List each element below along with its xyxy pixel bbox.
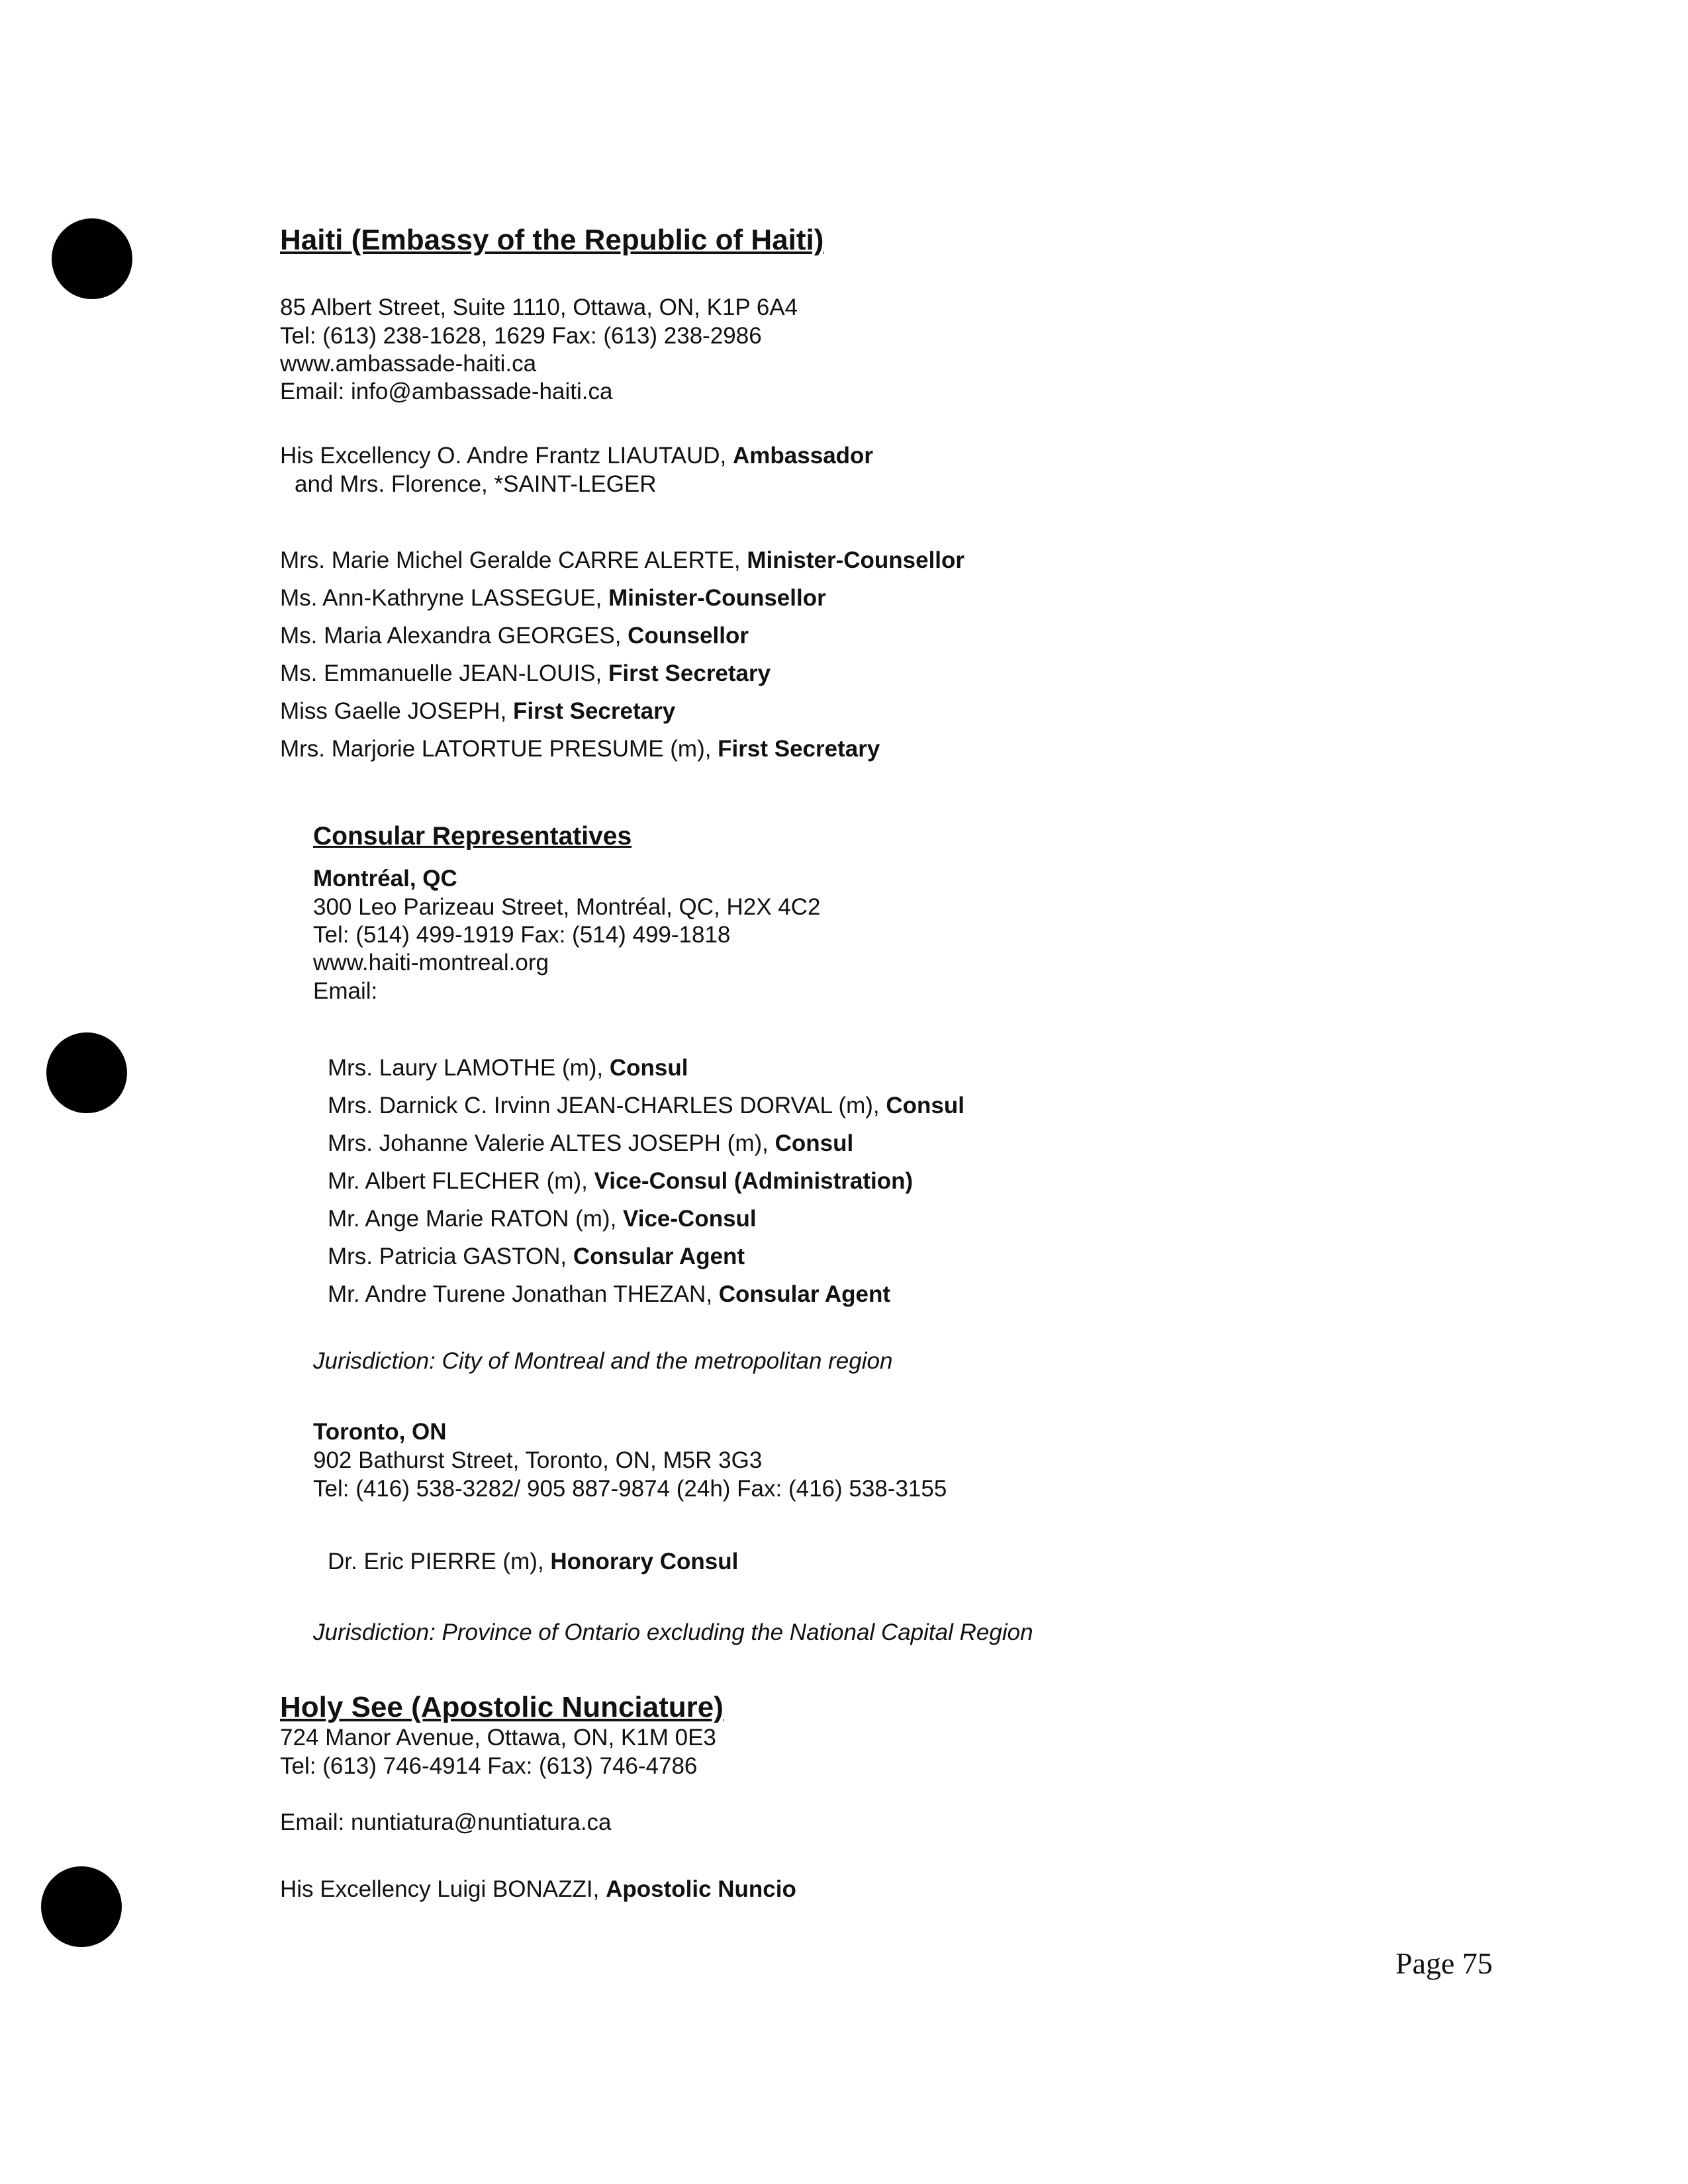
binder-hole-middle <box>46 1032 127 1113</box>
haiti-staff-list <box>280 541 964 768</box>
montreal-address: 300 Leo Parizeau Street, Montréal, QC, H2X 4C2 <box>313 894 821 920</box>
staff-member: Mrs. Marjorie LATORTUE PRESUME (m), First Secretary <box>280 736 880 762</box>
staff-member: Mrs. Johanne Valerie ALTES JOSEPH (m), Consul <box>328 1130 854 1156</box>
haiti-web: www.ambassade-haiti.ca <box>280 351 537 377</box>
consular-heading: Consular Representatives <box>313 822 632 850</box>
toronto-jurisdiction: Jurisdiction: Province of Ontario excluding the National Capital Region <box>313 1619 1033 1645</box>
holysee-email: Email: nuntiatura@nuntiatura.ca <box>280 1809 612 1835</box>
staff-member: Mrs. Darnick C. Irvinn JEAN-CHARLES DORVAL (m), Consul <box>328 1093 964 1118</box>
haiti-tel: Tel: (613) 238-1628, 1629 Fax: (613) 238-2986 <box>280 323 762 349</box>
staff-member: Mrs. Patricia GASTON, Consular Agent <box>328 1244 745 1269</box>
page-number: Page 75 <box>1395 1946 1493 1980</box>
toronto-staff-list <box>328 1543 738 1580</box>
staff-member: Mr. Ange Marie RATON (m), Vice-Consul <box>328 1206 757 1232</box>
holysee-address: 724 Manor Avenue, Ottawa, ON, K1M 0E3 <box>280 1725 716 1751</box>
staff-member: Dr. Eric PIERRE (m), Honorary Consul <box>328 1549 739 1574</box>
montreal-staff-list <box>328 1049 964 1313</box>
haiti-address: 85 Albert Street, Suite 1110, Ottawa, ON, K1P 6A4 <box>280 295 798 320</box>
staff-member: Ms. Ann-Kathryne LASSEGUE, Minister-Counsellor <box>280 585 826 611</box>
ambassador-name: His Excellency O. Andre Frantz LIAUTAUD, <box>280 443 733 469</box>
holysee-heading: Holy See (Apostolic Nunciature) <box>280 1691 724 1723</box>
montreal-web: www.haiti-montreal.org <box>313 950 549 976</box>
toronto-tel: Tel: (416) 538-3282/ 905 887-9874 (24h) Fax: (416) 538-3155 <box>313 1476 947 1502</box>
haiti-heading: Haiti (Embassy of the Republic of Haiti) <box>280 224 824 256</box>
nuncio-name: His Excellency Luigi BONAZZI, <box>280 1876 606 1902</box>
staff-member: Mrs. Marie Michel Geralde CARRE ALERTE, Minister-Counsellor <box>280 547 965 573</box>
staff-member: Mr. Andre Turene Jonathan THEZAN, Consular Agent <box>328 1281 891 1307</box>
montreal-jurisdiction: Jurisdiction: City of Montreal and the metropolitan region <box>313 1348 893 1374</box>
haiti-ambassador <box>280 442 873 470</box>
haiti-ambassador-spouse: and Mrs. Florence, *SAINT-LEGER <box>295 471 657 497</box>
staff-member: Ms. Maria Alexandra GEORGES, Counsellor <box>280 623 749 649</box>
binder-hole-bottom <box>41 1866 122 1947</box>
nuncio-title: Apostolic Nuncio <box>606 1876 796 1902</box>
montreal-city: Montréal, QC <box>313 866 457 891</box>
staff-member: Mr. Albert FLECHER (m), Vice-Consul (Administration) <box>328 1168 914 1194</box>
holysee-tel: Tel: (613) 746-4914 Fax: (613) 746-4786 <box>280 1753 698 1779</box>
staff-member: Ms. Emmanuelle JEAN-LOUIS, First Secretary <box>280 660 771 686</box>
ambassador-title: Ambassador <box>733 443 874 469</box>
holysee-nuncio <box>280 1876 796 1903</box>
staff-member: Miss Gaelle JOSEPH, First Secretary <box>280 698 676 724</box>
toronto-city: Toronto, ON <box>313 1419 447 1445</box>
montreal-tel: Tel: (514) 499-1919 Fax: (514) 499-1818 <box>313 922 731 948</box>
haiti-email: Email: info@ambassade-haiti.ca <box>280 379 613 404</box>
montreal-email: Email: <box>313 978 378 1004</box>
staff-member: Mrs. Laury LAMOTHE (m), Consul <box>328 1055 688 1081</box>
toronto-address: 902 Bathurst Street, Toronto, ON, M5R 3G3 <box>313 1447 763 1473</box>
binder-hole-top <box>52 218 132 299</box>
